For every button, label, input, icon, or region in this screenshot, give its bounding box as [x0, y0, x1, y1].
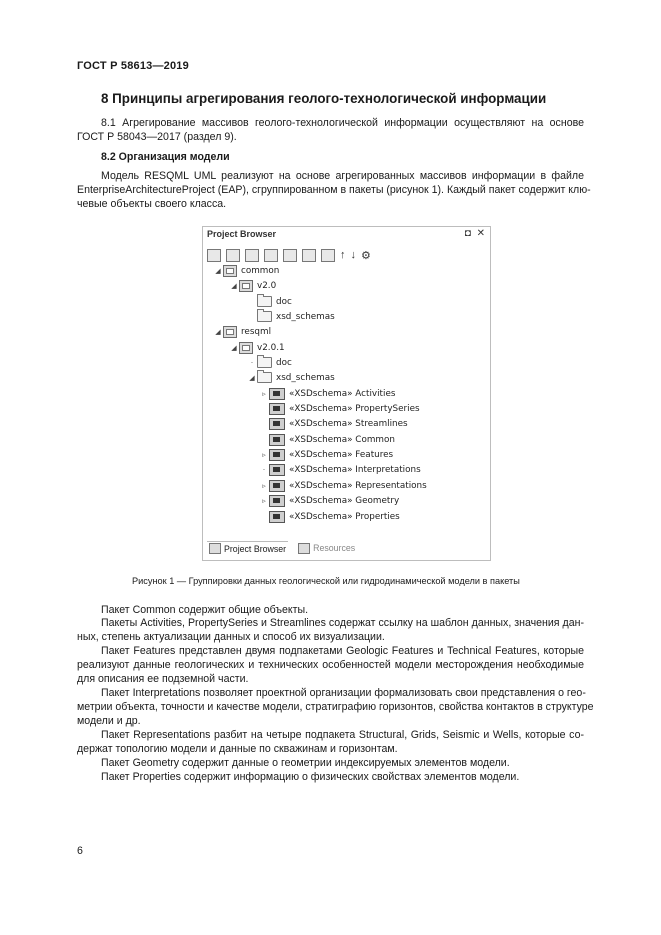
tree-label: «XSDschema» Features — [289, 449, 394, 460]
folder-icon — [257, 372, 272, 383]
settings-icon[interactable]: ⚙ — [361, 249, 371, 262]
tree-label: «XSDschema» Properties — [289, 511, 400, 522]
move-up-icon[interactable]: ↑ — [340, 249, 346, 261]
xsdschema-icon — [269, 449, 285, 461]
add-element-icon[interactable] — [302, 249, 316, 262]
tab-label: Project Browser — [224, 543, 287, 554]
expand-icon[interactable]: ◢ — [249, 373, 255, 382]
window-controls — [462, 228, 485, 239]
xsdschema-icon — [269, 495, 285, 507]
tree-row[interactable] — [259, 386, 395, 401]
tree-row[interactable] — [259, 432, 395, 447]
tab-resources[interactable] — [296, 542, 357, 555]
tree-row[interactable] — [213, 263, 279, 278]
body-para-2-line-1: Пакеты Activities, PropertySeries и Streamlines содержат ссылку на шаблон данных, значения дан- — [101, 617, 584, 629]
subsection-title: 8.2 Организация модели — [101, 151, 230, 163]
body-para-3-line-3: для описания ее подземной части. — [77, 673, 249, 685]
new-element-icon[interactable] — [283, 249, 297, 262]
folder-icon — [257, 296, 272, 307]
body-para-3-line-2: реализуют данные геологических и технических особенностей модели месторождения необходимые — [77, 659, 584, 671]
xsdschema-icon — [269, 403, 285, 415]
expand-icon[interactable]: ▹ — [262, 450, 266, 459]
project-browser-title: Project Browser — [207, 229, 277, 239]
expand-icon[interactable]: ▹ — [262, 496, 266, 505]
para-8-2-line-2: EnterpriseArchitectureProject (EAP), сгруппированном в пакеты (рисунок 1). Каждый пакет содержит клю- — [77, 184, 591, 196]
body-para-5-line-2: держат топологию модели и данные по скважинам и горизонтам. — [77, 743, 398, 755]
tree-label: doc — [276, 357, 292, 368]
body-para-3-line-1: Пакет Features представлен двумя подпакетами Geologic Features и Technical Features, которые — [101, 645, 584, 657]
xsdschema-icon — [269, 511, 285, 523]
project-browser-toolbar — [207, 247, 376, 263]
project-browser-icon — [209, 543, 221, 554]
section-title: 8 Принципы агрегирования геолого-технологической информации — [101, 91, 547, 106]
new-view-icon[interactable] — [226, 249, 240, 262]
tree-label: doc — [276, 296, 292, 307]
tree-row[interactable] — [247, 355, 292, 370]
tree-row[interactable] — [259, 462, 421, 477]
close-icon[interactable]: ✕ — [476, 228, 485, 239]
new-model-icon[interactable] — [207, 249, 221, 262]
tree-label: v2.0.1 — [257, 342, 285, 353]
tree-label: «XSDschema» Representations — [289, 480, 427, 491]
expand-icon[interactable]: ◢ — [231, 281, 237, 290]
project-browser-tabs — [207, 540, 365, 556]
body-para-4-line-1: Пакет Interpretations позволяет проектной организации формализовать свои представления о гео- — [101, 687, 586, 699]
expand-icon[interactable]: · — [250, 358, 254, 367]
new-package-icon[interactable] — [245, 249, 259, 262]
tree-row[interactable] — [213, 324, 271, 339]
package-icon — [223, 265, 237, 277]
body-para-1: Пакет Common содержит общие объекты. — [101, 604, 309, 616]
para-8-2-line-1: Модель RESQML UML реализуют на основе агрегированных массивов информации в файле — [101, 170, 584, 182]
document-header: ГОСТ Р 58613—2019 — [77, 60, 189, 72]
page-number: 6 — [77, 845, 83, 857]
body-para-5-line-1: Пакет Representations разбит на четыре подпакета Structural, Grids, Seismic и Wells, которые со- — [101, 729, 584, 741]
expand-icon[interactable]: ◢ — [215, 266, 221, 275]
xsdschema-icon — [269, 480, 285, 492]
tab-label: Resources — [313, 543, 356, 553]
body-para-6: Пакет Geometry содержит данные о геометрии индексируемых элементов модели. — [101, 757, 510, 769]
tree-label: v2.0 — [257, 280, 277, 291]
xsdschema-icon — [269, 464, 285, 476]
tab-project-browser[interactable] — [207, 541, 288, 555]
move-down-icon[interactable]: ↓ — [350, 249, 356, 261]
tree-label: «XSDschema» Streamlines — [289, 418, 408, 429]
xsdschema-icon — [269, 418, 285, 430]
folder-icon — [257, 311, 272, 322]
folder-icon — [257, 357, 272, 368]
resources-icon — [298, 543, 310, 554]
figure-caption: Рисунок 1 — Группировки данных геологической или гидродинамической модели в пакеты — [132, 576, 520, 586]
tree-row[interactable] — [259, 401, 420, 416]
tree-row[interactable] — [247, 309, 335, 324]
tree-row[interactable] — [229, 340, 285, 355]
tree-label: resqml — [241, 326, 272, 337]
expand-icon[interactable]: ▹ — [262, 481, 266, 490]
para-8-1-line-1: 8.1 Агрегирование массивов геолого-технологической информации осуществляют на основе — [101, 117, 584, 129]
tree-label: xsd_schemas — [276, 311, 335, 322]
tree-row[interactable] — [259, 493, 399, 508]
tree-label: common — [241, 265, 280, 276]
package-icon — [239, 342, 253, 354]
restore-icon[interactable]: ◘ — [464, 228, 471, 239]
tree-row[interactable] — [247, 370, 335, 385]
body-para-4-line-2: метрии объекта, точности и качестве модели, стратиграфию горизонтов, свойства контактов в структуре — [77, 701, 594, 713]
para-8-2-line-3: чевые объекты своего класса. — [77, 198, 227, 210]
tree-row[interactable] — [259, 416, 408, 431]
expand-icon[interactable]: ▹ — [262, 389, 266, 398]
package-control-icon[interactable] — [321, 249, 335, 262]
tree-label: «XSDschema» PropertySeries — [289, 403, 420, 414]
tree-row[interactable] — [247, 294, 292, 309]
para-8-1-line-2: ГОСТ Р 58043—2017 (раздел 9). — [77, 131, 237, 143]
xsdschema-icon — [269, 388, 285, 400]
body-para-7: Пакет Properties содержит информацию о физических свойствах элементов модели. — [101, 771, 520, 783]
tree-label: «XSDschema» Activities — [289, 388, 396, 399]
expand-icon[interactable]: ◢ — [215, 327, 221, 336]
tree-label: «XSDschema» Interpretations — [289, 464, 421, 475]
body-para-2-line-2: ных, степень актуализации данных и способ их визуализации. — [77, 631, 385, 643]
package-icon — [239, 280, 253, 292]
tree-row[interactable] — [259, 447, 393, 462]
tree-label: «XSDschema» Geometry — [289, 495, 400, 506]
body-para-4-line-3: модели и др. — [77, 715, 141, 727]
expand-icon[interactable]: ◢ — [231, 343, 237, 352]
tree-row[interactable] — [229, 278, 276, 293]
tree-label: «XSDschema» Common — [289, 434, 395, 445]
package-icon — [223, 326, 237, 338]
tree-row[interactable] — [259, 478, 427, 493]
xsdschema-icon — [269, 434, 285, 446]
tree-row[interactable] — [259, 509, 400, 524]
tree-label: xsd_schemas — [276, 372, 335, 383]
expand-icon[interactable]: · — [262, 465, 266, 474]
new-diagram-icon[interactable] — [264, 249, 278, 262]
project-browser-figure — [202, 226, 491, 561]
